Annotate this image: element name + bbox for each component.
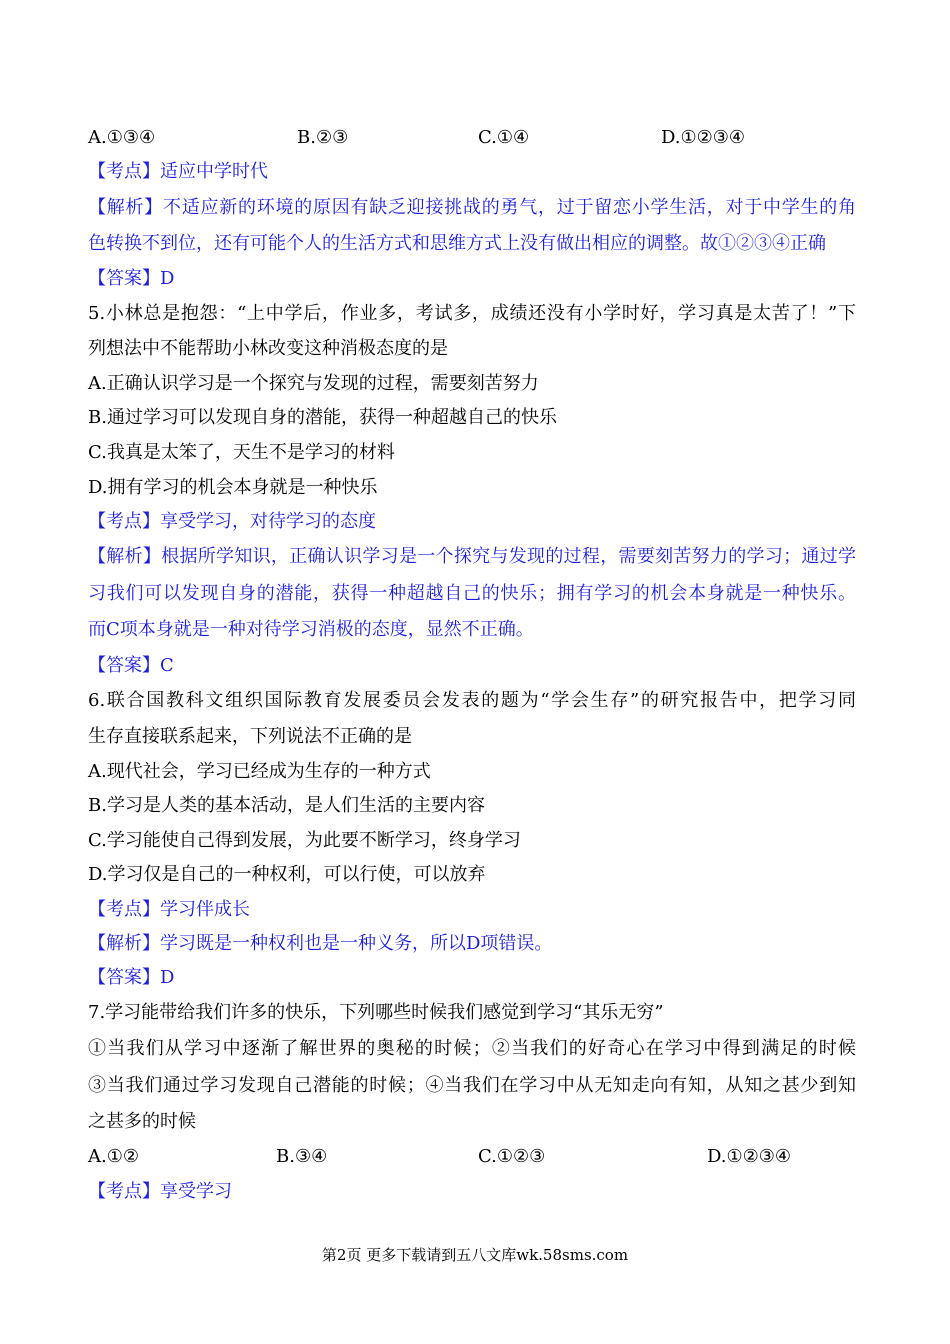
q5-option-c: C.我真是太笨了，天生不是学习的材料 [88,442,395,463]
q4-kaodian: 【考点】适应中学时代 [88,161,268,182]
q5-option-a: A.正确认识学习是一个探究与发现的过程，需要刻苦努力 [88,373,539,394]
q6-kaodian: 【考点】学习伴成长 [88,899,250,920]
q4-daan: 【答案】D [88,268,175,289]
q5-jiexi-line-2: 习我们可以发现自身的潜能，获得一种超越自己的快乐；拥有学习的机会本身就是一种快乐。 [88,583,856,604]
q6-stem-line-1: 6.联合国教科文组织国际教育发展委员会发表的题为“学会生存”的研究报告中，把学习同 [88,690,856,711]
q5-stem-line-1: 5.小林总是抱怨：“上中学后，作业多，考试多，成绩还没有小学时好，学习真是太苦了！”下 [88,303,856,324]
q7-option-d: D.①②③④ [707,1146,792,1167]
q7-stem-line-2: ①当我们从学习中逐渐了解世界的奥秘的时候；②当我们的好奇心在学习中得到满足的时候 [88,1038,856,1059]
q6-option-c: C.学习能使自己得到发展，为此要不断学习，终身学习 [88,830,521,851]
q5-stem-line-2: 列想法中不能帮助小林改变这种消极态度的是 [88,338,448,359]
q7-stem-line-4: 之甚多的时候 [88,1111,196,1132]
q6-option-a: A.现代社会，学习已经成为生存的一种方式 [88,761,431,782]
q7-stem-line-1: 7.学习能带给我们许多的快乐，下列哪些时候我们感觉到学习“其乐无穷” [88,1002,664,1023]
q5-jiexi-line-3: 而C项本身就是一种对待学习消极的态度，显然不正确。 [88,619,534,640]
q4-option-d: D.①②③④ [661,127,746,148]
q7-stem-line-3: ③当我们通过学习发现自己潜能的时候；④当我们在学习中从无知走向有知，从知之甚少到知 [88,1075,856,1096]
q6-stem-line-2: 生存直接联系起来，下列说法不正确的是 [88,726,412,747]
q4-option-a: A.①③④ [88,127,156,148]
q5-option-b: B.通过学习可以发现自身的潜能，获得一种超越自己的快乐 [88,407,557,428]
q6-jiexi: 【解析】学习既是一种权利也是一种义务，所以D项错误。 [88,933,553,954]
q7-option-a: A.①② [88,1146,139,1167]
q5-daan: 【答案】C [88,655,174,676]
q4-option-b: B.②③ [297,127,349,148]
q7-option-c: C.①②③ [478,1146,546,1167]
q6-daan: 【答案】D [88,967,175,988]
q4-option-c: C.①④ [478,127,530,148]
q7-option-b: B.③④ [276,1146,328,1167]
q6-option-d: D.学习仅是自己的一种权利，可以行使，可以放弃 [88,864,486,885]
q4-jiexi-line-2: 色转换不到位，还有可能个人的生活方式和思维方式上没有做出相应的调整。故①②③④正确 [88,233,826,254]
q5-option-d: D.拥有学习的机会本身就是一种快乐 [88,477,378,498]
q5-kaodian: 【考点】享受学习，对待学习的态度 [88,511,376,532]
q6-option-b: B.学习是人类的基本活动，是人们生活的主要内容 [88,795,485,816]
q4-jiexi-line-1: 【解析】不适应新的环境的原因有缺乏迎接挑战的勇气，过于留恋小学生活，对于中学生的角 [88,197,856,218]
q7-kaodian: 【考点】享受学习 [88,1181,232,1202]
page-footer: 第2页 更多下载请到五八文库wk.58sms.com [321,1246,629,1264]
q5-jiexi-line-1: 【解析】根据所学知识，正确认识学习是一个探究与发现的过程，需要刻苦努力的学习；通过学 [88,546,856,567]
